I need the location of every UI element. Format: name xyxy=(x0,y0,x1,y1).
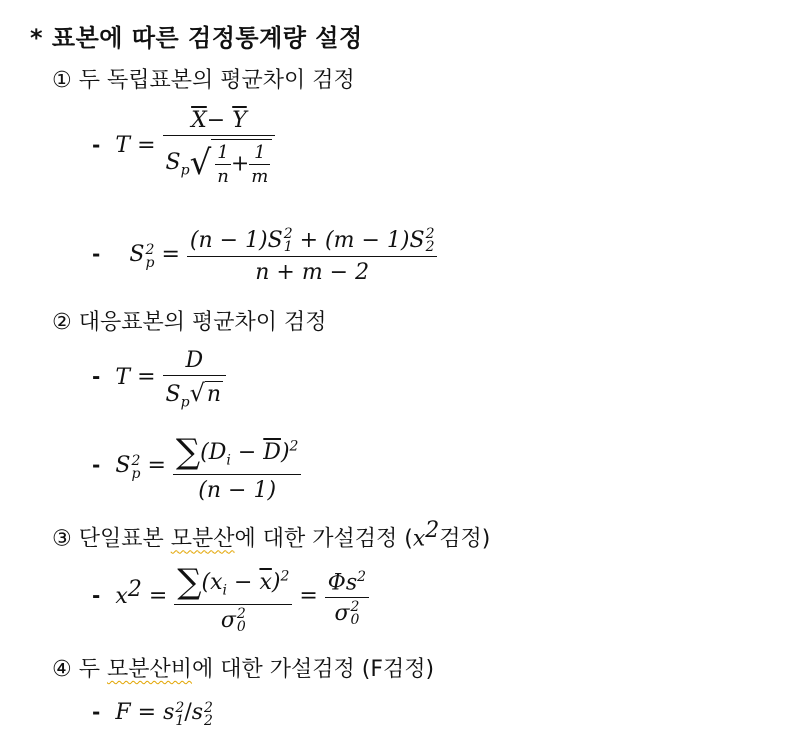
radical-sign: √ xyxy=(189,379,205,407)
subscript: 0 xyxy=(350,612,360,629)
subscript: i xyxy=(226,452,231,469)
formula-fraction xyxy=(174,562,292,634)
s-symbol: s xyxy=(163,700,175,725)
p-subscript: p xyxy=(180,394,190,411)
formula-fraction xyxy=(163,348,227,410)
section-4-number: ④ xyxy=(52,657,72,682)
numerator-part: ) xyxy=(271,570,281,595)
section-3-heading xyxy=(52,518,490,552)
x-symbol: x xyxy=(412,526,426,552)
subscript: 1 xyxy=(175,712,185,729)
formula-lhs: T xyxy=(115,364,131,390)
formula-t-paired: - T = $\frac{D}{S_p√n}$ xyxy=(92,348,226,410)
formula-pooled-variance: - S 2 p = (n − 1)S 2 1 + (m − 1)S 2 2 n + m − 2 xyxy=(92,228,437,285)
s-symbol: S xyxy=(115,453,131,478)
formula-chi-square: - $x^2$ = $\sum(x_i - \overline{x})^2$ σ 2 0 = $\Phi s^2$ σ 2 0 xyxy=(92,562,369,634)
formula-fraction xyxy=(187,228,438,285)
superscript: 2 xyxy=(425,226,435,242)
denominator: n + m − 2 xyxy=(187,256,438,285)
phi-s: Φs xyxy=(327,570,358,596)
subscript: p xyxy=(145,254,155,271)
superscript: 2 xyxy=(175,699,185,716)
d-bar: $\overline{D}$ xyxy=(263,440,281,465)
superscript: 2 xyxy=(204,699,213,716)
subscript: 2 xyxy=(204,712,213,729)
superscript: 2 xyxy=(425,518,440,543)
s-symbol: S xyxy=(165,150,181,175)
denominator: (n − 1) xyxy=(173,474,302,503)
superscript: 2 xyxy=(145,241,155,258)
plus-sign: + xyxy=(230,151,250,177)
s-symbol: S xyxy=(129,242,145,267)
one-numerator: 1 xyxy=(254,142,266,163)
section-4-label: 에 대한 가설검정 (F검정) xyxy=(192,657,435,682)
superscript: 2 xyxy=(131,452,141,469)
bullet-dash: - xyxy=(92,700,101,724)
formula-lhs: F xyxy=(115,700,131,725)
section-2-number: ② xyxy=(52,310,72,335)
formula-t-independent: - T = $\overline{X}- \overline{Y}$ $S_p√$ $\frac{1}{n}$ + $\frac{1}{m}$ xyxy=(92,108,275,187)
section-3-number: ③ xyxy=(52,526,72,552)
subscript: 0 xyxy=(236,619,246,635)
section-3-label: 단일표본 xyxy=(78,526,164,552)
s-symbol: S xyxy=(165,382,181,407)
p-subscript: p xyxy=(180,162,190,179)
section-1-heading xyxy=(52,63,355,94)
minus-sign: − xyxy=(227,570,260,595)
section-3-label: 검정) xyxy=(439,526,491,552)
subscript: i xyxy=(222,582,228,599)
section-1-number: ① xyxy=(52,68,72,93)
numerator-part: (D xyxy=(200,440,227,465)
formula-lhs: T xyxy=(115,133,131,158)
section-4-label: 두 xyxy=(78,657,100,682)
superscript: 2 xyxy=(289,438,299,455)
n-denominator: n xyxy=(217,166,229,187)
slash: / xyxy=(184,700,192,725)
bullet-dash: - xyxy=(92,583,101,608)
formula-fraction-rhs xyxy=(325,569,369,627)
m-denominator: m xyxy=(251,166,269,187)
superscript: 2 xyxy=(127,577,142,603)
bullet-dash: - xyxy=(92,364,101,389)
superscript: 2 xyxy=(357,568,367,585)
subscript: 2 xyxy=(425,239,435,255)
x-bar: $\overline{x}$ xyxy=(259,570,272,595)
sqrt-body xyxy=(211,139,272,187)
bullet-dash: - xyxy=(92,242,101,266)
sigma-symbol: σ xyxy=(334,601,350,627)
superscript: 2 xyxy=(280,568,290,585)
bullet-dash: - xyxy=(92,133,101,157)
numerator-part: (n − 1)S xyxy=(189,228,283,253)
section-2-heading xyxy=(52,305,327,336)
section-4-label-underlined: 모분산비 xyxy=(107,657,193,682)
superscript: 2 xyxy=(236,606,246,622)
one-numerator: 1 xyxy=(217,142,229,163)
x-bar: $\overline{X}$ xyxy=(191,108,207,133)
section-3-label-underlined: 모분산 xyxy=(170,526,235,552)
page-title: * 표본에 따른 검정통계량 설정 xyxy=(30,24,363,52)
minus-sign: − xyxy=(230,440,264,465)
numerator-part: ) xyxy=(280,440,290,465)
numerator-part: (x xyxy=(201,570,223,595)
superscript: 2 xyxy=(350,599,360,616)
formula-f-test: - F = s 2 1 /s 2 2 xyxy=(92,699,213,729)
sum-symbol: ∑ xyxy=(175,432,201,472)
radical-sign: √ xyxy=(189,143,212,183)
numerator: D xyxy=(185,348,204,373)
bullet-dash: - xyxy=(92,453,101,477)
section-2-label: 대응표본의 평균차이 검정 xyxy=(78,310,327,335)
s-symbol: s xyxy=(191,700,204,725)
sqrt-body: n xyxy=(206,382,222,407)
subscript: p xyxy=(131,465,141,482)
sum-symbol: ∑ xyxy=(177,562,202,602)
sigma-symbol: σ xyxy=(220,608,236,633)
section-1-label: 두 독립표본의 평균차이 검정 xyxy=(78,68,355,93)
section-4-heading xyxy=(52,652,434,683)
superscript: 2 xyxy=(283,226,293,242)
section-3-label: 에 대한 가설검정 ( xyxy=(234,526,413,552)
subscript: 1 xyxy=(283,239,293,255)
x-symbol: x xyxy=(115,583,128,609)
numerator-part: + (m − 1)S xyxy=(292,228,425,253)
minus-sign: − xyxy=(206,108,226,133)
formula-paired-variance: - S 2 p = $\frac{\sum(D_i - \overline{D})^2}{(n - 1)}$ xyxy=(92,432,301,503)
formula-fraction xyxy=(173,432,302,503)
y-bar: $\overline{Y}$ xyxy=(232,108,247,133)
formula-fraction xyxy=(163,108,276,187)
